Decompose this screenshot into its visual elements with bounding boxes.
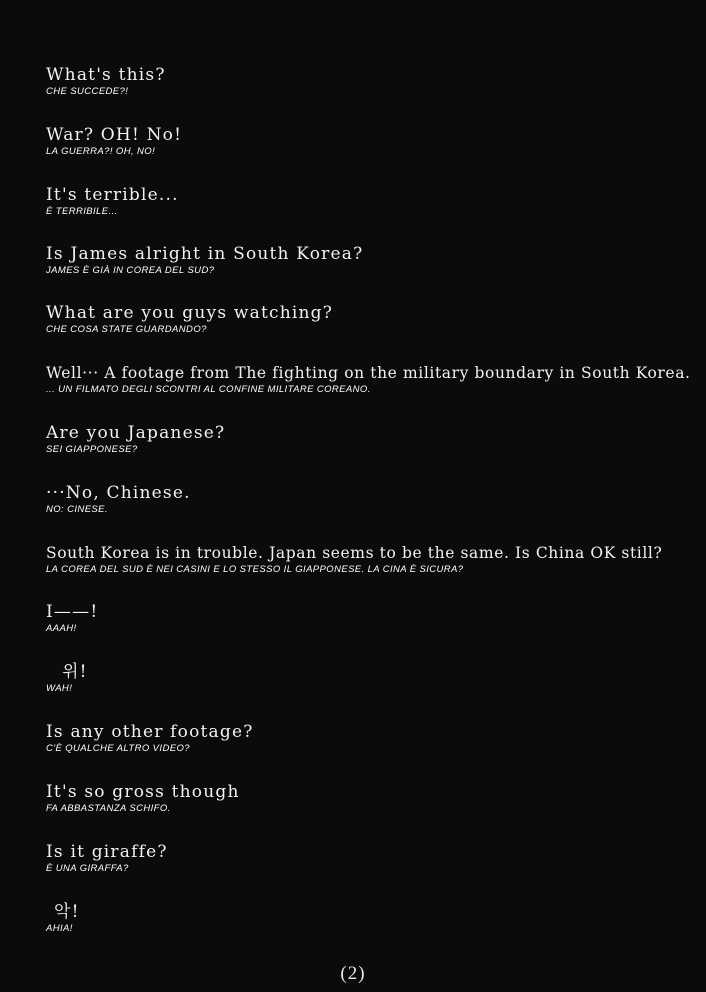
italian-text: C'È QUALCHE ALTRO VIDEO? <box>46 743 190 754</box>
english-text: It's so gross though <box>46 782 240 802</box>
italian-text: LA GUERRA?! OH, NO! <box>46 146 156 157</box>
italian-text: È UNA GIRAFFA? <box>46 863 129 874</box>
italian-text: CHE COSA STATE GUARDANDO? <box>46 324 207 335</box>
dialogue-line <box>46 66 686 98</box>
english-text: ···No, Chinese. <box>46 483 191 503</box>
english-text: Is any other footage? <box>46 722 254 742</box>
english-text: War? OH! No! <box>46 125 183 145</box>
italian-text: WAH! <box>46 683 73 694</box>
english-text: 악! <box>54 902 80 922</box>
italian-text: ... UN FILMATO DEGLI SCONTRI AL CONFINE MILITARE COREANO. <box>46 384 371 395</box>
dialogue-line <box>46 424 686 456</box>
dialogue-line <box>46 126 686 158</box>
italian-text: SEI GIAPPONESE? <box>46 444 138 455</box>
english-text: Well··· A footage from The fighting on the military boundary in South Korea. <box>46 364 691 382</box>
italian-text: È TERRIBILE... <box>46 206 118 217</box>
italian-text: LA COREA DEL SUD È NEI CASINI E LO STESSO IL GIAPPONESE. LA CINA È SICURA? <box>46 564 464 575</box>
english-text: What are you guys watching? <box>46 303 334 323</box>
dialogue-line <box>46 364 691 396</box>
italian-text: AHIA! <box>46 923 73 934</box>
page-number: (2) <box>340 963 366 984</box>
italian-text: AAAH! <box>46 623 77 634</box>
dialogue-line <box>46 186 686 218</box>
dialogue-line <box>46 484 686 516</box>
english-text: Is it giraffe? <box>46 842 168 862</box>
dialogue-line <box>46 783 686 815</box>
english-text: Is James alright in South Korea? <box>46 244 364 264</box>
italian-text: JAMES È GIÀ IN COREA DEL SUD? <box>46 265 215 276</box>
english-text: South Korea is in trouble. Japan seems to be the same. Is China OK still? <box>46 544 663 562</box>
dialogue-line <box>46 544 686 576</box>
dialogue-line <box>46 245 686 277</box>
english-text: What's this? <box>46 65 166 85</box>
italian-text: NO: CINESE. <box>46 504 108 515</box>
english-text: Are you Japanese? <box>46 423 226 443</box>
dialogue-line <box>46 603 686 635</box>
english-text: It's terrible... <box>46 185 179 205</box>
dialogue-line <box>46 723 686 755</box>
dialogue-line <box>46 663 686 695</box>
dialogue-line <box>46 843 686 875</box>
english-text: I——! <box>46 602 99 622</box>
dialogue-line <box>46 903 686 935</box>
dialogue-line <box>46 304 686 336</box>
italian-text: FA ABBASTANZA SCHIFO. <box>46 803 171 814</box>
english-text: 위! <box>62 662 88 682</box>
italian-text: CHE SUCCEDE?! <box>46 86 129 97</box>
